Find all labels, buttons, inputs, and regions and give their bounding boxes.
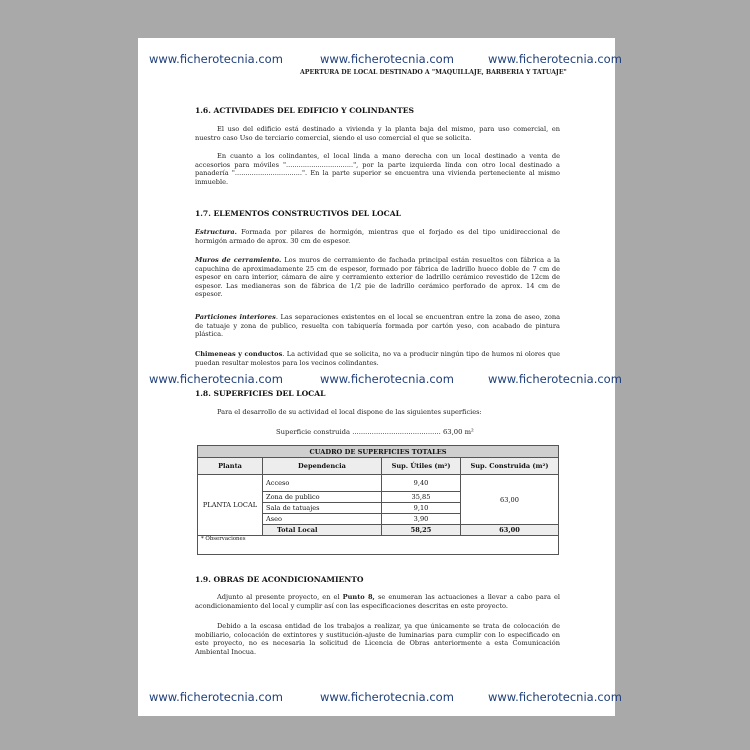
surfaces-table (197, 445, 559, 555)
table-cell: Acceso (263, 475, 382, 492)
superficie-construida-line: Superficie construida ......................................... 63,00 m² (276, 428, 474, 436)
paragraph (195, 622, 560, 656)
watermark: www.ficherotecnia.com (149, 52, 283, 66)
table-cell: Zona de publico (263, 492, 382, 503)
watermark: www.ficherotecnia.com (149, 690, 283, 704)
column-header: Sup. Útiles (m²) (382, 458, 461, 475)
section-heading-1-9: 1.9. OBRAS DE ACONDICIONAMIENTO (195, 575, 364, 584)
paragraph-text: Los muros de cerramiento de fachada principal están resueltos con fábrica a la capuchina de aproximadamente 25 cm de espesor, formado por fábrica de ladrillo hueco doble de 7 cm de espesor en cara interior, cámara de aire y cerramiento exterior de ladrillo cerámico revestido de 12cm de espesor. Las medianeras son de fábrica de 1/2 pie de ladrillo cerámico perforado de aprox. 14 cm de espesor. (195, 256, 560, 299)
paragraph-text: se enumeran las actuaciones a llevar a cabo para el acondicionamiento del local y cumplir así con las especificaciones descritas en este proyecto. (195, 593, 561, 610)
section-heading-1-8: 1.8. SUPERFICIES DEL LOCAL (195, 389, 326, 398)
paragraph-text: Para el desarrollo de su actividad el local dispone de las siguientes superficies: (217, 408, 482, 416)
observaciones-row (198, 536, 559, 555)
paragraph-text: . Las separaciones existentes en el local se encuentran entre la zona de aseo, zona de tatuaje y zona de publico, resuelta con tabiquería formada por cartón yeso, con acabado de pintura plástica. (195, 313, 560, 339)
paragraph-text: Adjunto al presente proyecto, en el (217, 593, 343, 601)
watermark: www.ficherotecnia.com (488, 690, 622, 704)
paragraph-text: . La actividad que se solicita, no va a producir ningún tipo de humos ni olores que puedan resultar molestos para los vecinos colindantes. (195, 350, 560, 367)
paragraph (195, 313, 560, 339)
paragraph (195, 256, 560, 299)
table-cell: Total Local (263, 525, 382, 536)
watermark: www.ficherotecnia.com (488, 52, 622, 66)
paragraph (195, 152, 560, 186)
planta-cell: PLANTA LOCAL (198, 475, 263, 536)
watermark: www.ficherotecnia.com (488, 372, 622, 386)
watermark: www.ficherotecnia.com (320, 52, 454, 66)
table-cell: 3,90 (382, 514, 461, 525)
paragraph-text: El uso del edificio está destinado a vivienda y la planta baja del mismo, para uso comercial, en nuestro caso Uso de terciario comercial, siendo el uso comercial el que se solicita. (195, 125, 560, 142)
table-cell: 58,25 (382, 525, 461, 536)
table-cell: 9,10 (382, 503, 461, 514)
section-heading-1-7: 1.7. ELEMENTOS CONSTRUCTIVOS DEL LOCAL (195, 209, 401, 218)
muros-label: Muros de cerramiento. (195, 256, 282, 264)
watermark: www.ficherotecnia.com (149, 372, 283, 386)
paragraph (195, 408, 560, 417)
construida-cell: 63,00 (461, 475, 559, 525)
table-cell: 35,85 (382, 492, 461, 503)
paragraph (195, 350, 560, 367)
particiones-label: Particiones interiores (195, 313, 276, 321)
table-cell: 63,00 (461, 525, 559, 536)
observaciones-cell: * Observaciones (198, 536, 559, 555)
watermark: www.ficherotecnia.com (320, 372, 454, 386)
column-header: Sup. Construida (m²) (461, 458, 559, 475)
paragraph-text: En cuanto a los colindantes, el local linda a mano derecha con un local destinado a venta de accesorios para móviles "................................", por la parte izquierda linda con otro local destinado a panadería "................................". En la parte superior se encuentra una vivienda perteneciente al mismo inmueble. (195, 152, 560, 186)
paragraph (195, 228, 560, 245)
document-header: APERTURA DE LOCAL DESTINADO A "MAQUILLAJE, BARBERIA Y TATUAJE" (300, 69, 567, 76)
paragraph-text: Debido a la escasa entidad de los trabajos a realizar, ya que únicamente se trata de colocación de mobiliario, colocación de extintores y sustitución-ajuste de luminarias para cumplir con lo especificado en este proyecto, no es necesaria la solicitud de Licencia de Obras anteriormente a esta Comunicación Ambiental Inocua. (195, 622, 560, 656)
punto-8-reference: Punto 8, (342, 593, 375, 601)
table-cell: Aseo (263, 514, 382, 525)
table-cell: Sala de tatuajes (263, 503, 382, 514)
table-row (198, 475, 559, 492)
paragraph (195, 593, 560, 610)
column-header: Dependencia (263, 458, 382, 475)
table-cell: 9,40 (382, 475, 461, 492)
watermark: www.ficherotecnia.com (320, 690, 454, 704)
section-heading-1-6: 1.6. ACTIVIDADES DEL EDIFICIO Y COLINDANTES (195, 106, 415, 115)
paragraph-text: Formada por pilares de hormigón, mientras que el forjado es del tipo unidireccional de hormigón armado de aprox. 30 cm de espesor. (195, 228, 560, 245)
column-header: Planta (198, 458, 263, 475)
table-title: CUADRO DE SUPERFICIES TOTALES (198, 446, 559, 458)
chimeneas-label: Chimeneas y conductos (195, 350, 283, 358)
estructura-label: Estructura. (195, 228, 237, 236)
paragraph (195, 125, 560, 142)
